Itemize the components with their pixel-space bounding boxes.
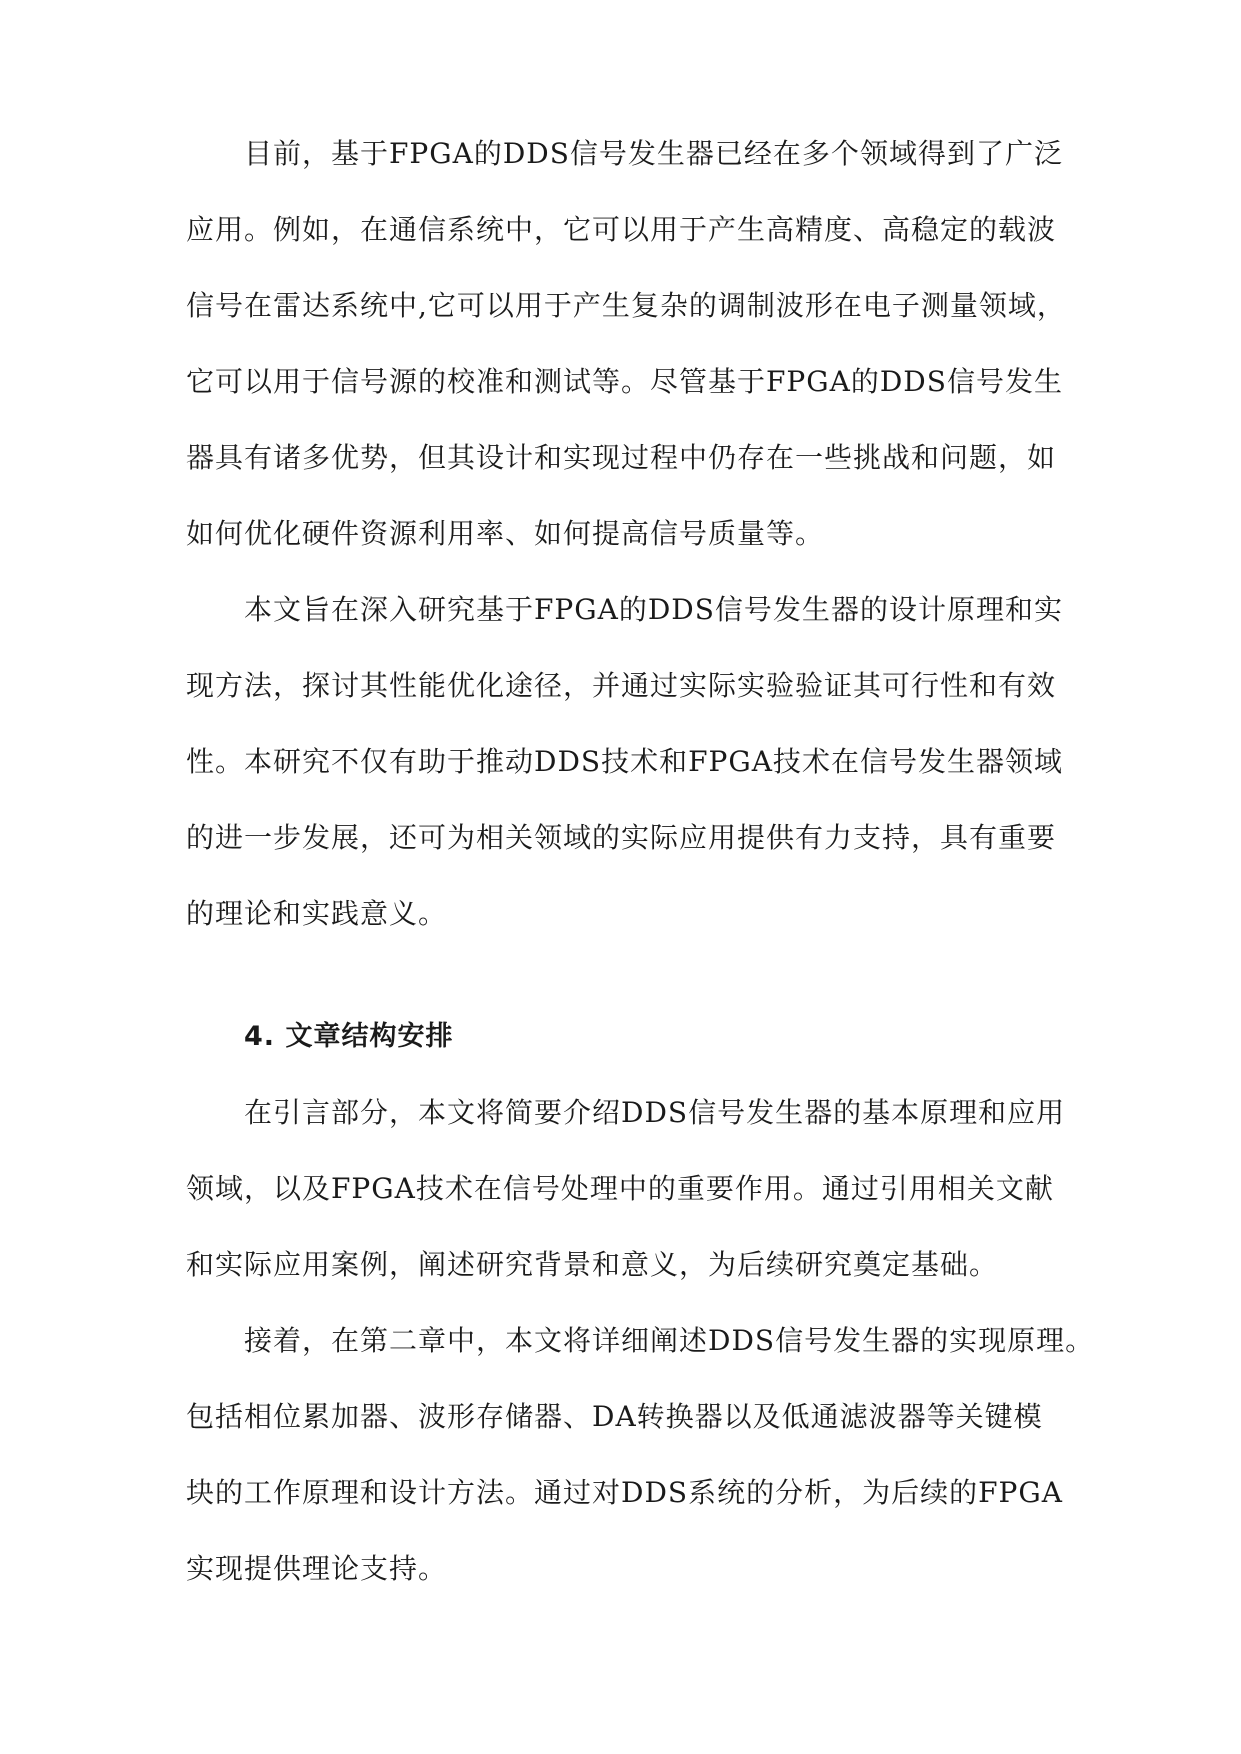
text-line: 本文旨在深入研究基于FPGA的DDS信号发生器的设计原理和实 bbox=[244, 593, 1063, 626]
text-line: 应用。例如，在通信系统中，它可以用于产生高精度、高稳定的载波 bbox=[186, 213, 1057, 246]
text-line: 信号在雷达系统中,它可以用于产生复杂的调制波形在电子测量领域， bbox=[186, 289, 1066, 322]
text-line: 目前，基于FPGA的DDS信号发生器已经在多个领域得到了广泛 bbox=[244, 137, 1063, 170]
text-line: 的理论和实践意义。 bbox=[186, 897, 448, 930]
paragraph-2 bbox=[186, 572, 1086, 952]
text-line: 接着，在第二章中，本文将详细阐述DDS信号发生器的实现原理。 bbox=[244, 1324, 1095, 1357]
text-line: 如何优化硬件资源利用率、如何提高信号质量等。 bbox=[186, 517, 825, 550]
text-line: 块的工作原理和设计方法。通过对DDS系统的分析，为后续的FPGA bbox=[186, 1476, 1063, 1509]
text-line: 性。本研究不仅有助于推动DDS技术和FPGA技术在信号发生器领域 bbox=[186, 745, 1063, 778]
text-line: 包括相位累加器、波形存储器、DA转换器以及低通滤波器等关键模 bbox=[186, 1400, 1043, 1433]
paragraph-4 bbox=[186, 1303, 1095, 1607]
text-line: 器具有诸多优势，但其设计和实现过程中仍存在一些挑战和问题，如 bbox=[186, 441, 1057, 474]
paragraph-3 bbox=[186, 1075, 1086, 1303]
text-line: 它可以用于信号源的校准和测试等。尽管基于FPGA的DDS信号发生 bbox=[186, 365, 1063, 398]
text-line: 实现提供理论支持。 bbox=[186, 1552, 448, 1585]
section-heading: 4. 文章结构安排 bbox=[244, 1021, 454, 1052]
text-line: 的进一步发展，还可为相关领域的实际应用提供有力支持，具有重要 bbox=[186, 821, 1057, 854]
section-heading-block bbox=[186, 999, 1086, 1075]
text-line: 和实际应用案例，阐述研究背景和意义，为后续研究奠定基础。 bbox=[186, 1248, 999, 1281]
paragraph-1 bbox=[186, 116, 1086, 572]
text-line: 在引言部分，本文将简要介绍DDS信号发生器的基本原理和应用 bbox=[244, 1096, 1066, 1129]
text-line: 现方法，探讨其性能优化途径，并通过实际实验验证其可行性和有效 bbox=[186, 669, 1057, 702]
text-line: 领域，以及FPGA技术在信号处理中的重要作用。通过引用相关文献 bbox=[186, 1172, 1054, 1205]
